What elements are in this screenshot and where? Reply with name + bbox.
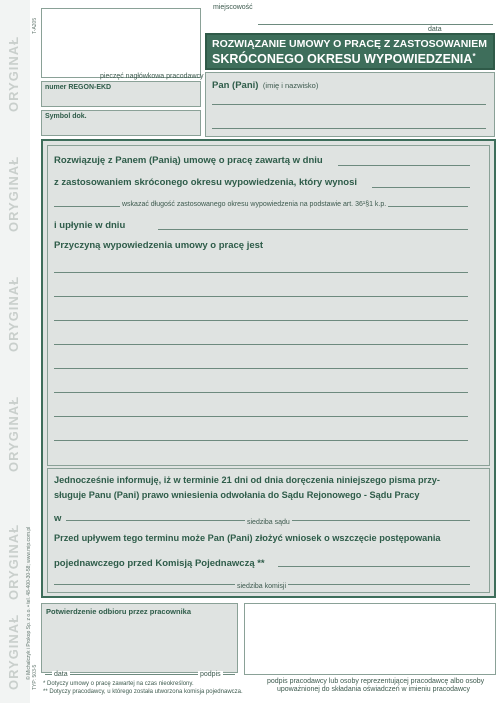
employer-sign-caption-1: podpis pracodawcy lub osoby reprezentującej pracodawcę albo osoby — [267, 678, 485, 685]
addressee-label: Pan (Pani) — [212, 80, 259, 91]
regon-label: numer REGON-EKD — [45, 84, 112, 91]
footnote-2: ** Dotyczy pracodawcy, u którego została utworzona komisja pojednawcza. — [43, 689, 243, 695]
footnote-1: * Dotyczy umowy o pracę zawartej na czas nieokreślony. — [43, 681, 194, 687]
date-caption: data — [428, 26, 442, 33]
notice-frame — [47, 468, 490, 593]
reason-line[interactable] — [54, 344, 468, 345]
reason-label: Przyczyną wypowiedzenia umowy o pracę jest — [54, 240, 264, 251]
form-type: TYP: 503-5 — [32, 664, 38, 690]
watermark-3: ORYGINAŁ — [6, 275, 21, 352]
title-line-2: SKRÓCONEGO OKRESU WYPOWIEDZENIA — [212, 52, 473, 66]
watermark-5: ORYGINAŁ — [6, 523, 21, 600]
addressee-line-1[interactable] — [212, 104, 486, 105]
court-w: w — [54, 513, 62, 524]
notice-period-text: z zastosowaniem skróconego okresu wypowiedzenia, który wynosi — [54, 177, 358, 188]
title-box — [205, 33, 495, 70]
title-asterisk: * — [472, 52, 476, 61]
watermark-4: ORYGINAŁ — [6, 395, 21, 472]
commission-line[interactable] — [278, 566, 470, 567]
symbol-field[interactable] — [41, 110, 201, 136]
expiry-text: i upłynie w dniu — [54, 220, 126, 231]
title-line-1: ROZWIĄZANIE UMOWY O PRACĘ Z ZASTOSOWANIEM — [212, 38, 487, 50]
employer-sign-caption-2: upoważnionej do składania oświadczeń w imieniu pracodawcy — [277, 686, 470, 693]
contract-date-line[interactable] — [338, 165, 470, 166]
form-code: T-A205 — [32, 17, 38, 34]
notice-line-2: sługuje Panu (Pani) prawo wniesienia odwołania do Sądu Rejonowego - Sądu Pracy — [54, 490, 420, 500]
reason-line[interactable] — [54, 416, 468, 417]
employer-sign-box[interactable] — [244, 603, 496, 675]
receipt-box[interactable] — [41, 603, 238, 673]
addressee-hint: (imię i nazwisko) — [262, 81, 319, 90]
receipt-sign-caption: podpis — [200, 671, 221, 678]
commission-caption: siedziba komisji — [237, 583, 287, 590]
notice-line-1: Jednocześnie informuję, iż w terminie 21 dni od dnia doręczenia niniejszego pisma przy- — [54, 475, 440, 485]
reason-line[interactable] — [54, 296, 468, 297]
contract-date-text: Rozwiązuję z Panem (Panią) umowę o pracę zawartą w dniu — [54, 155, 323, 166]
expiry-line[interactable] — [158, 229, 468, 230]
notice-line-4: pojednawczego przed Komisją Pojednawczą ** — [54, 558, 265, 569]
reason-line[interactable] — [54, 392, 468, 393]
addressee-line-2[interactable] — [212, 128, 486, 129]
place-caption: miejscowość — [213, 4, 253, 11]
watermark-2: ORYGINAŁ — [6, 155, 21, 232]
receipt-date-caption: data — [54, 671, 68, 678]
stamp-box[interactable] — [41, 8, 201, 78]
main-inner-frame — [47, 145, 490, 466]
receipt-label: Potwierdzenie odbioru przez pracownika — [46, 607, 192, 616]
reason-line[interactable] — [54, 320, 468, 321]
stamp-caption: pieczęć nagłówkowa pracodawcy — [100, 73, 204, 80]
period-hint: wskazać długość zastosowanego okresu wypowiedzenia na podstawie art. 36¹§1 k.p. — [122, 201, 387, 208]
reason-line[interactable] — [54, 368, 468, 369]
symbol-label: Symbol dok. — [45, 113, 87, 120]
reason-line[interactable] — [54, 272, 468, 273]
regon-field[interactable] — [41, 81, 201, 107]
notice-period-line[interactable] — [372, 187, 470, 188]
publisher-note: © Michalczyk i Prokop Sp. z o.o. • tel. 48-400-30-58; www.mip.com.pl — [26, 526, 32, 680]
notice-line-3: Przed upływem tego terminu może Pan (Pani) złożyć wniosek o wszczęcie postępowania — [54, 533, 441, 543]
court-caption: siedziba sądu — [247, 519, 290, 526]
watermark-1: ORYGINAŁ — [6, 35, 21, 112]
reason-line[interactable] — [54, 440, 468, 441]
place-date-line[interactable] — [258, 24, 493, 25]
addressee-label-row — [212, 75, 318, 93]
watermark-6: ORYGINAŁ — [6, 613, 21, 690]
